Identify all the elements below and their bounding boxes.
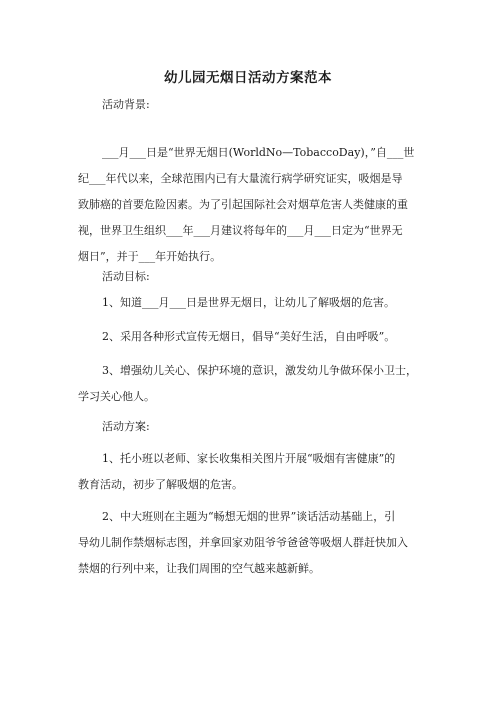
paragraph-line: 致肺癌的首要危险因素。为了引起国际社会对烟草危害人类健康的重 <box>78 198 408 211</box>
plan-item-1 <box>78 446 420 498</box>
background-paragraph <box>78 140 420 270</box>
paragraph-line: 导幼儿制作禁烟标志图，并拿回家劝阻爷爷爸爸等吸烟人群赶快加入 <box>78 536 408 549</box>
goal-item-3 <box>78 358 420 410</box>
paragraph-line: 教育活动，初步了解吸烟的危害。 <box>78 478 243 491</box>
paragraph-line: ___月___日是“世界无烟日(WorldNo—TobaccoDay)，”自___世 <box>102 146 415 159</box>
paragraph-line: 禁烟的行列中来，让我们周围的空气越来越新鲜。 <box>78 562 320 575</box>
paragraph-line: 3、增强幼儿关心、保护环境的意识，激发幼儿争做环保小卫士， <box>102 364 417 377</box>
background-heading: 活动背景: <box>102 98 150 111</box>
plan-item-2 <box>78 504 420 582</box>
goal-item-1: 1、知道___月___日是世界无烟日，让幼儿了解吸烟的危害。 <box>102 296 395 309</box>
goal-item-2: 2、采用各种形式宣传无烟日，倡导“美好生活，自由呼吸”。 <box>102 330 396 343</box>
document-title: 幼儿园无烟日活动方案范本 <box>164 70 332 86</box>
paragraph-line: 1、托小班以老师、家长收集相关图片开展“吸烟有害健康”的 <box>102 452 396 465</box>
paragraph-line: 烟日”，并于___年开始执行。 <box>78 250 222 263</box>
goals-heading: 活动目标: <box>102 270 150 283</box>
paragraph-line: 纪___年代以来，全球范围内已有大量流行病学研究证实，吸烟是导 <box>78 172 403 185</box>
paragraph-line: 学习关心他人。 <box>78 390 155 403</box>
paragraph-line: 2、中大班则在主题为“畅想无烟的世界”谈话活动基础上，引 <box>102 510 396 523</box>
plan-heading: 活动方案: <box>102 420 150 433</box>
paragraph-line: 视，世界卫生组织___年___月建议将每年的___月___日定为“世界无 <box>78 224 403 237</box>
